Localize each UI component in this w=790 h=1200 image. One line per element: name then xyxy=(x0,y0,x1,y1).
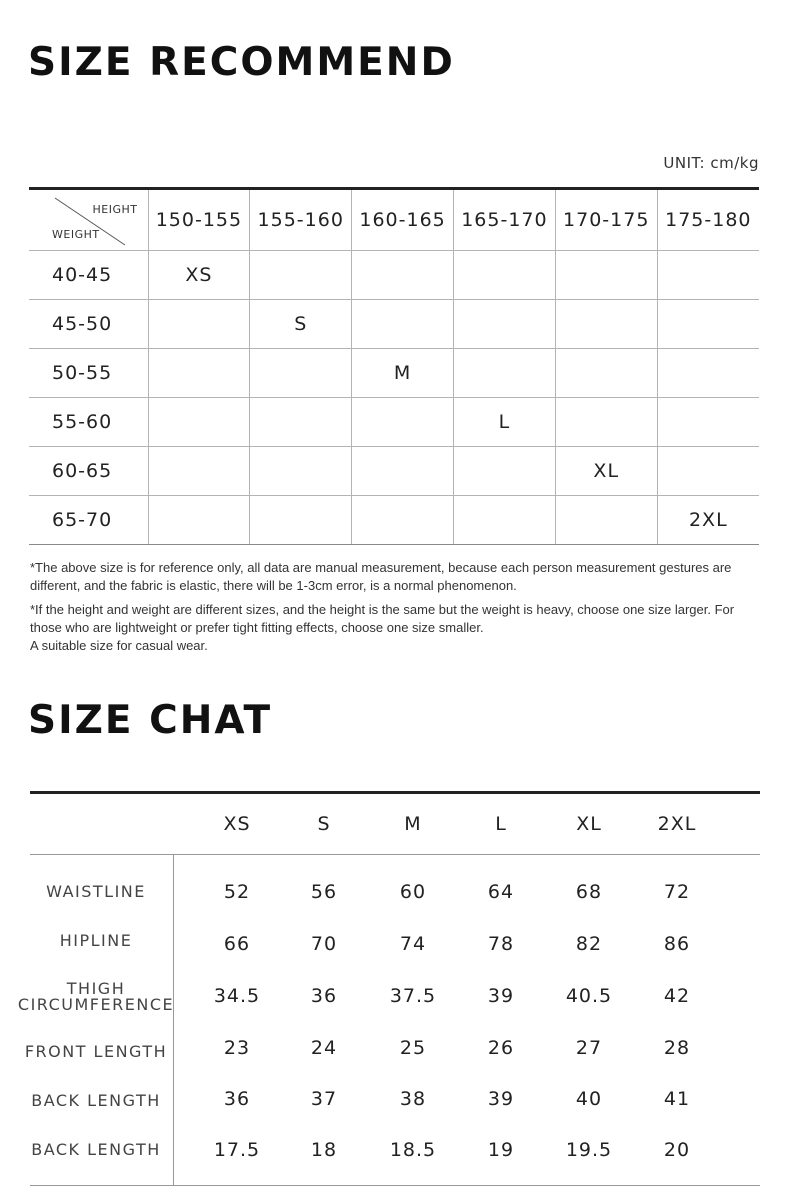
size-cell xyxy=(250,251,352,300)
size-header: 2XL xyxy=(657,813,697,835)
weight-row xyxy=(29,496,759,545)
measure-label: FRONT LENGTH xyxy=(24,1042,168,1061)
size-cell xyxy=(657,398,759,447)
size-header: S xyxy=(317,813,331,835)
note-text: *The above size is for reference only, all data are manual measurement, because each person measurement gestures are different, and the fabric is elastic, there will be 1-3cm error, is a normal phenomenon. xyxy=(30,560,732,593)
measure-value: 70 xyxy=(310,933,338,955)
size-cell xyxy=(250,447,352,496)
measure-value: 37.5 xyxy=(389,985,437,1007)
measure-value: 74 xyxy=(399,933,427,955)
measure-label: BACK LENGTH xyxy=(31,1140,161,1159)
weight-label: 50-55 xyxy=(29,349,148,398)
size-cell xyxy=(352,447,454,496)
reference-notes xyxy=(30,559,750,661)
weight-row xyxy=(29,251,759,300)
size-header: XL xyxy=(576,813,602,835)
size-cell xyxy=(555,496,657,545)
measure-value: 25 xyxy=(399,1037,427,1059)
size-cell xyxy=(250,398,352,447)
size-cell xyxy=(453,300,555,349)
size-cell: L xyxy=(453,398,555,447)
weight-row xyxy=(29,349,759,398)
size-cell xyxy=(148,300,250,349)
corner-height-label: HEIGHT xyxy=(92,203,138,216)
size-cell xyxy=(250,349,352,398)
measure-value: 23 xyxy=(223,1037,251,1059)
size-cell xyxy=(148,447,250,496)
measure-value: 86 xyxy=(663,933,691,955)
measure-label: BACK LENGTH xyxy=(31,1091,161,1110)
size-cell xyxy=(148,398,250,447)
measure-value: 42 xyxy=(663,985,691,1007)
measure-value: 39 xyxy=(487,1088,515,1110)
size-cell xyxy=(555,349,657,398)
size-cell xyxy=(453,251,555,300)
note-text: A suitable size for casual wear. xyxy=(30,638,208,653)
measure-value: 26 xyxy=(487,1037,515,1059)
measure-value: 82 xyxy=(575,933,603,955)
measure-value: 72 xyxy=(663,881,691,903)
size-cell: 2XL xyxy=(657,496,759,545)
measure-value: 17.5 xyxy=(213,1139,261,1161)
size-cell xyxy=(352,496,454,545)
unit-label: UNIT: cm/kg xyxy=(663,154,759,172)
size-cell xyxy=(657,251,759,300)
diagonal-divider xyxy=(29,190,148,250)
measure-value: 40.5 xyxy=(565,985,613,1007)
height-header-row xyxy=(29,189,759,251)
height-header: 170-175 xyxy=(555,189,657,251)
measure-label: WAISTLINE xyxy=(46,882,146,901)
measure-value: 40 xyxy=(575,1088,603,1110)
measure-value: 36 xyxy=(310,985,338,1007)
corner-weight-label: WEIGHT xyxy=(52,228,100,241)
measure-value: 18.5 xyxy=(389,1139,437,1161)
size-cell xyxy=(453,447,555,496)
measure-value: 56 xyxy=(310,881,338,903)
size-cell xyxy=(352,251,454,300)
height-header: 165-170 xyxy=(453,189,555,251)
size-cell xyxy=(453,496,555,545)
size-chart-title: SIZE CHAT xyxy=(28,698,273,743)
weight-row xyxy=(29,398,759,447)
measure-value: 68 xyxy=(575,881,603,903)
measure-value: 28 xyxy=(663,1037,691,1059)
measure-value: 36 xyxy=(223,1088,251,1110)
measure-value: 66 xyxy=(223,933,251,955)
measure-label: HIPLINE xyxy=(59,931,133,950)
size-cell xyxy=(657,447,759,496)
weight-label: 45-50 xyxy=(29,300,148,349)
measure-value: 38 xyxy=(399,1088,427,1110)
size-header: L xyxy=(495,813,507,835)
size-cell: S xyxy=(250,300,352,349)
chart-header-rule xyxy=(30,854,760,855)
measure-value: 39 xyxy=(487,985,515,1007)
weight-label: 60-65 xyxy=(29,447,148,496)
chart-label-divider xyxy=(173,855,174,1185)
measure-value: 52 xyxy=(223,881,251,903)
measure-value: 24 xyxy=(310,1037,338,1059)
chart-bottom-rule xyxy=(30,1185,760,1186)
weight-row xyxy=(29,447,759,496)
size-header: XS xyxy=(223,813,251,835)
weight-label: 55-60 xyxy=(29,398,148,447)
measure-value: 41 xyxy=(663,1088,691,1110)
measure-value: 19 xyxy=(487,1139,515,1161)
size-cell: XS xyxy=(148,251,250,300)
corner-cell xyxy=(29,189,148,251)
size-recommend-title: SIZE RECOMMEND xyxy=(28,40,455,85)
size-cell xyxy=(453,349,555,398)
note-text: *If the height and weight are different sizes, and the height is the same but the weight is heavy, choose one size larger. For those who are lightweight or prefer tight fitting effects, choose one size smaller. xyxy=(30,602,735,635)
size-cell xyxy=(555,300,657,349)
measure-label: CIRCUMFERENCE xyxy=(17,995,175,1014)
size-header: M xyxy=(404,813,422,835)
measure-value: 60 xyxy=(399,881,427,903)
weight-label: 65-70 xyxy=(29,496,148,545)
size-cell: XL xyxy=(555,447,657,496)
measure-value: 20 xyxy=(663,1139,691,1161)
measure-value: 78 xyxy=(487,933,515,955)
size-cell xyxy=(657,300,759,349)
weight-row xyxy=(29,300,759,349)
size-cell xyxy=(352,300,454,349)
size-recommend-table xyxy=(29,187,759,545)
size-cell xyxy=(148,496,250,545)
measure-value: 34.5 xyxy=(213,985,261,1007)
size-cell: M xyxy=(352,349,454,398)
measure-value: 37 xyxy=(310,1088,338,1110)
measure-value: 18 xyxy=(310,1139,338,1161)
height-header: 155-160 xyxy=(250,189,352,251)
size-cell xyxy=(352,398,454,447)
measure-label: THIGH xyxy=(66,979,126,998)
chart-top-rule xyxy=(30,791,760,794)
size-cell xyxy=(555,251,657,300)
measure-value: 64 xyxy=(487,881,515,903)
weight-label: 40-45 xyxy=(29,251,148,300)
size-cell xyxy=(250,496,352,545)
height-header: 160-165 xyxy=(352,189,454,251)
size-cell xyxy=(657,349,759,398)
measure-value: 27 xyxy=(575,1037,603,1059)
size-cell xyxy=(148,349,250,398)
size-cell xyxy=(555,398,657,447)
height-header: 175-180 xyxy=(657,189,759,251)
measure-value: 19.5 xyxy=(565,1139,613,1161)
height-header: 150-155 xyxy=(148,189,250,251)
